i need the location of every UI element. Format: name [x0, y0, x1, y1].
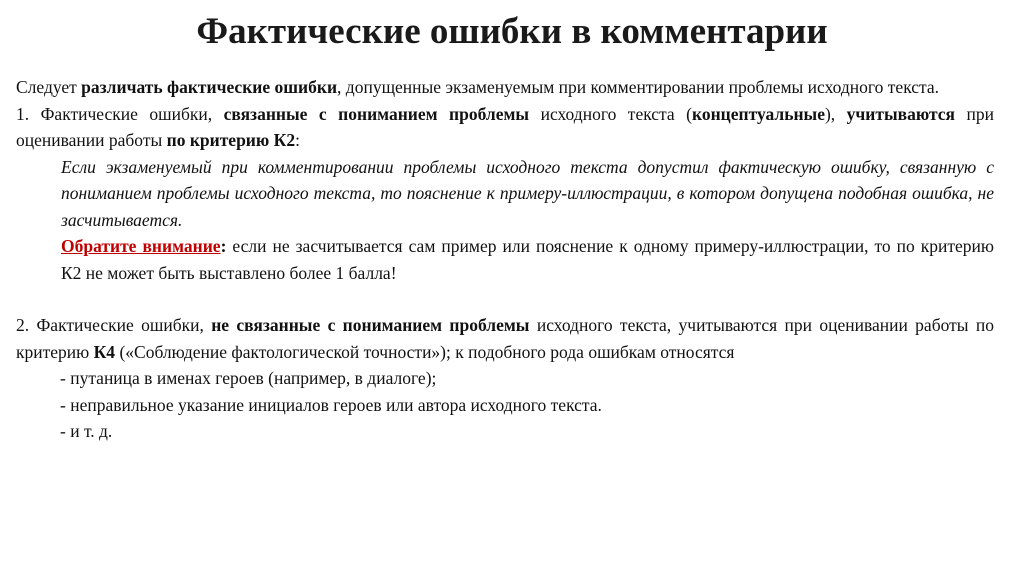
point-1-text-5: : — [295, 130, 300, 150]
list-item: - неправильное указание инициалов героев или автора исходного текста. — [60, 394, 602, 415]
point-2-text-1: 2. Фактические ошибки, — [16, 315, 212, 335]
intro-bold-1: различать фактические ошибки — [81, 77, 338, 97]
point-1-bold-1: связанные с пониманием проблемы — [223, 103, 530, 124]
attention-paragraph — [61, 233, 994, 286]
point-1-text-2: исходного текста ( — [529, 103, 692, 124]
list-item: - и т. д. — [60, 421, 113, 441]
point-1-text-4: при оценивании работы — [16, 103, 994, 150]
intro-text-2: , допущенные экзаменуемым при комментировании проблемы исходного текста. — [337, 77, 940, 97]
point-1-bold-3: учитываются — [846, 103, 956, 124]
point-2-text-3: («Соблюдение фактологической точности»); к подобного рода ошибкам относятся — [115, 341, 735, 362]
point-2-bold-1: не связанные с пониманием проблемы — [211, 315, 530, 335]
point-1-text-1: 1. Фактические ошибки, — [16, 103, 224, 124]
slide-title: Фактические ошибки в комментарии — [196, 11, 828, 52]
point-2-text-2: исходного текста, учитываются при оценивании работы по критерию — [16, 315, 994, 362]
point-1-bold-4: по критерию К2 — [166, 130, 296, 150]
point-1-paragraph — [16, 101, 994, 154]
list-item: - путаница в именах героев (например, в диалоге); — [60, 368, 437, 388]
intro-text-1: Следует — [16, 77, 82, 97]
point-1-note: Если экзаменуемый при комментировании проблемы исходного текста допустил фактическую ошибку, связанную с пониманием проблемы исходного текста, то пояснение к примеру-иллюстрации, в котором допущена подобная ошибка, не засчитывается. — [61, 156, 994, 230]
slide-content — [16, 74, 994, 445]
point-1-text-3: ), — [824, 103, 847, 124]
point-2-bold-2: К4 — [93, 341, 116, 362]
point-2-paragraph — [16, 312, 994, 365]
point-1-bold-2: концептуальные — [691, 103, 825, 124]
spacer — [16, 286, 994, 312]
attention-label: Обратите внимание — [61, 236, 221, 256]
attention-text: если не засчитывается сам пример или пояснение к одному примеру-иллюстрации, то по критерию К2 не может быть выставлено более 1 балла! — [61, 236, 994, 283]
attention-colon: : — [220, 236, 227, 256]
intro-paragraph — [16, 74, 994, 101]
